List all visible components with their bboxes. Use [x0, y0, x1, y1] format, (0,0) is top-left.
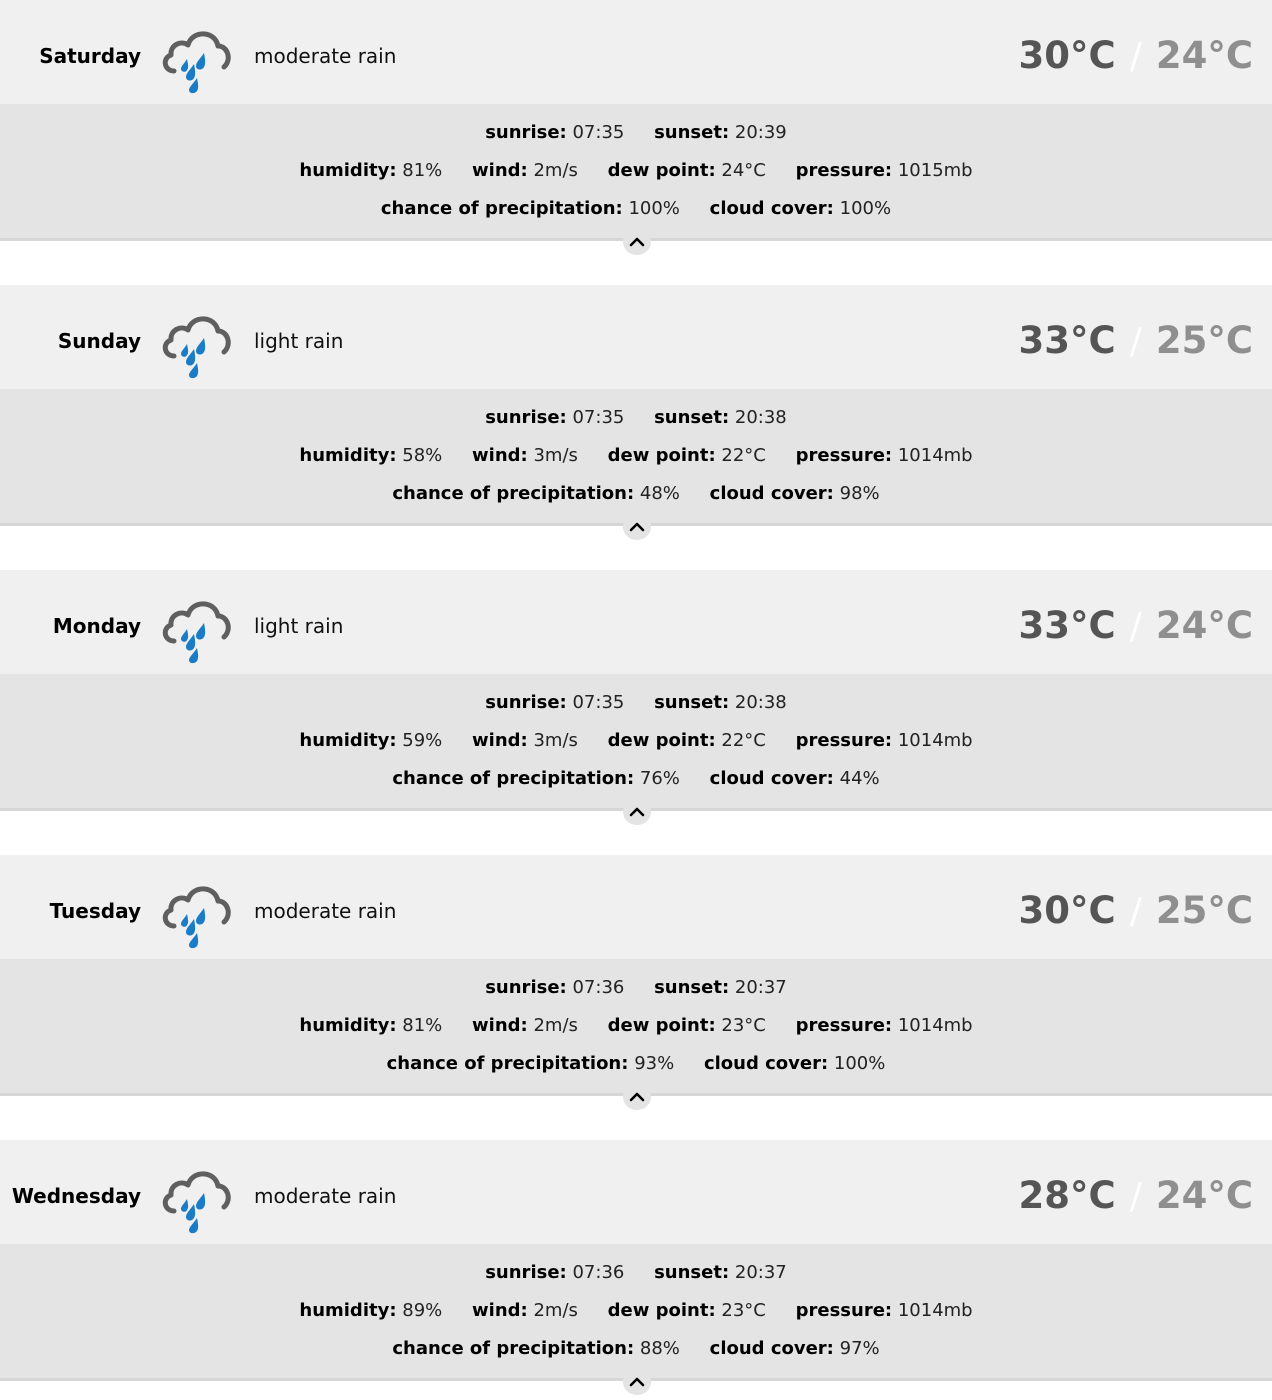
sunset: sunset: 20:38 — [654, 692, 787, 713]
sun-times-row — [0, 692, 1272, 714]
day-name: Tuesday — [49, 899, 141, 923]
sun-times-row — [0, 122, 1272, 144]
conditions-row — [0, 1015, 1272, 1037]
dew-point: dew point: 23°C — [607, 1300, 766, 1321]
temp-separator: / — [1129, 1176, 1142, 1217]
temperature-range — [1019, 1140, 1253, 1244]
cloud-cover: cloud cover: 97% — [709, 1338, 880, 1359]
day-summary[interactable] — [0, 1140, 1272, 1244]
day-name: Saturday — [39, 44, 141, 68]
low-temp: 24°C — [1155, 1174, 1253, 1217]
sunset: sunset: 20:37 — [654, 977, 787, 998]
cloud-cover: cloud cover: 100% — [703, 1053, 886, 1074]
rain-cloud-icon — [160, 879, 234, 949]
day-details — [0, 104, 1272, 241]
rain-cloud-icon — [160, 1164, 234, 1234]
rain-cloud-icon — [160, 24, 234, 94]
precipitation-row — [0, 768, 1272, 790]
forecast-day — [0, 285, 1272, 545]
conditions-row — [0, 160, 1272, 182]
cloud-cover: cloud cover: 98% — [709, 483, 880, 504]
day-details — [0, 1244, 1272, 1381]
forecast-day — [0, 570, 1272, 830]
collapse-toggle-button[interactable] — [623, 229, 651, 255]
low-temp: 25°C — [1155, 319, 1253, 362]
collapse-toggle-button[interactable] — [623, 1084, 651, 1110]
sunset: sunset: 20:38 — [654, 407, 787, 428]
sunset: sunset: 20:39 — [654, 122, 787, 143]
weather-description: light rain — [254, 614, 344, 638]
pressure: pressure: 1014mb — [795, 730, 973, 751]
collapse-toggle-button[interactable] — [623, 1369, 651, 1395]
dew-point: dew point: 22°C — [607, 445, 766, 466]
weather-description: light rain — [254, 329, 344, 353]
temp-separator: / — [1129, 36, 1142, 77]
precipitation-row — [0, 1338, 1272, 1360]
sunrise: sunrise: 07:35 — [485, 407, 625, 428]
humidity: humidity: 81% — [299, 160, 443, 181]
wind: wind: 2m/s — [472, 1015, 578, 1036]
humidity: humidity: 58% — [299, 445, 443, 466]
temp-separator: / — [1129, 321, 1142, 362]
sun-times-row — [0, 407, 1272, 429]
wind: wind: 2m/s — [472, 160, 578, 181]
temp-separator: / — [1129, 891, 1142, 932]
low-temp: 24°C — [1155, 604, 1253, 647]
conditions-row — [0, 445, 1272, 467]
cloud-cover: cloud cover: 44% — [709, 768, 880, 789]
collapse-toggle-button[interactable] — [623, 514, 651, 540]
high-temp: 28°C — [1018, 1174, 1116, 1217]
day-details — [0, 674, 1272, 811]
pressure: pressure: 1014mb — [795, 1015, 973, 1036]
forecast-day — [0, 0, 1272, 260]
day-details — [0, 389, 1272, 526]
wind: wind: 3m/s — [472, 445, 578, 466]
day-name: Wednesday — [11, 1184, 141, 1208]
chevron-up-icon — [629, 1090, 645, 1102]
pressure: pressure: 1015mb — [795, 160, 973, 181]
day-summary[interactable] — [0, 0, 1272, 104]
wind: wind: 2m/s — [472, 1300, 578, 1321]
high-temp: 30°C — [1018, 889, 1116, 932]
conditions-row — [0, 730, 1272, 752]
weather-description: moderate rain — [254, 1184, 397, 1208]
chance-of-precipitation: chance of precipitation: 93% — [386, 1053, 675, 1074]
day-name: Monday — [52, 614, 141, 638]
temperature-range — [1019, 285, 1253, 389]
conditions-row — [0, 1300, 1272, 1322]
sun-times-row — [0, 977, 1272, 999]
chance-of-precipitation: chance of precipitation: 100% — [380, 198, 680, 219]
day-summary[interactable] — [0, 855, 1272, 959]
sunrise: sunrise: 07:35 — [485, 122, 625, 143]
dew-point: dew point: 24°C — [607, 160, 766, 181]
humidity: humidity: 81% — [299, 1015, 443, 1036]
high-temp: 30°C — [1018, 34, 1116, 77]
collapse-toggle-button[interactable] — [623, 799, 651, 825]
rain-cloud-icon — [160, 309, 234, 379]
chevron-up-icon — [629, 235, 645, 247]
cloud-cover: cloud cover: 100% — [709, 198, 892, 219]
chevron-up-icon — [629, 805, 645, 817]
chevron-up-icon — [629, 520, 645, 532]
day-details — [0, 959, 1272, 1096]
precipitation-row — [0, 1053, 1272, 1075]
temperature-range — [1019, 570, 1253, 674]
high-temp: 33°C — [1018, 319, 1116, 362]
sunrise: sunrise: 07:35 — [485, 692, 625, 713]
temperature-range — [1019, 0, 1253, 104]
temperature-range — [1019, 855, 1253, 959]
weather-description: moderate rain — [254, 44, 397, 68]
dew-point: dew point: 23°C — [607, 1015, 766, 1036]
low-temp: 24°C — [1155, 34, 1253, 77]
humidity: humidity: 59% — [299, 730, 443, 751]
low-temp: 25°C — [1155, 889, 1253, 932]
day-name: Sunday — [57, 329, 141, 353]
precipitation-row — [0, 483, 1272, 505]
day-summary[interactable] — [0, 285, 1272, 389]
precipitation-row — [0, 198, 1272, 220]
wind: wind: 3m/s — [472, 730, 578, 751]
pressure: pressure: 1014mb — [795, 445, 973, 466]
day-summary[interactable] — [0, 570, 1272, 674]
chance-of-precipitation: chance of precipitation: 76% — [392, 768, 680, 789]
sunrise: sunrise: 07:36 — [485, 1262, 625, 1283]
rain-cloud-icon — [160, 594, 234, 664]
weather-description: moderate rain — [254, 899, 397, 923]
sunrise: sunrise: 07:36 — [485, 977, 625, 998]
temp-separator: / — [1129, 606, 1142, 647]
chance-of-precipitation: chance of precipitation: 88% — [392, 1338, 680, 1359]
sunset: sunset: 20:37 — [654, 1262, 787, 1283]
dew-point: dew point: 22°C — [607, 730, 766, 751]
forecast-day — [0, 855, 1272, 1115]
pressure: pressure: 1014mb — [795, 1300, 973, 1321]
humidity: humidity: 89% — [299, 1300, 443, 1321]
forecast-day — [0, 1140, 1272, 1400]
sun-times-row — [0, 1262, 1272, 1284]
high-temp: 33°C — [1018, 604, 1116, 647]
chance-of-precipitation: chance of precipitation: 48% — [392, 483, 680, 504]
